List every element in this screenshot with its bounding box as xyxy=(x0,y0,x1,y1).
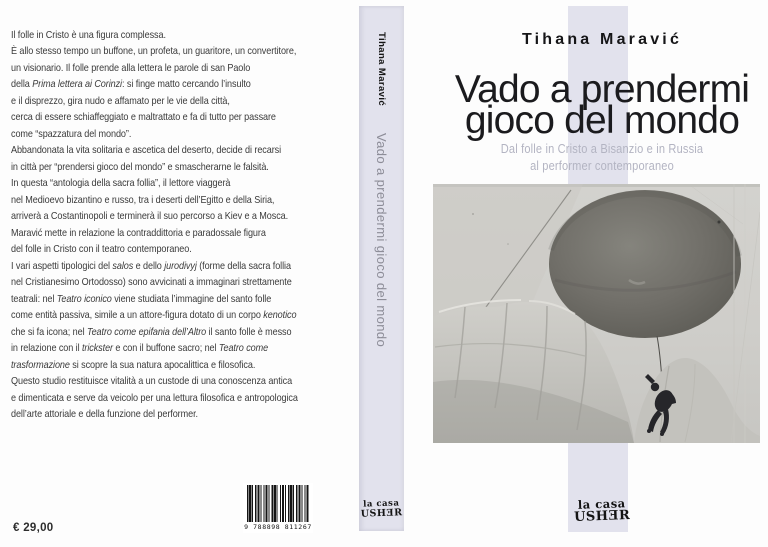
blurb-line: I vari aspetti tipologici del salos e dello jurodivyj (forme della sacra follia xyxy=(11,259,291,272)
publisher-logo-line1: la casa xyxy=(577,496,626,512)
publisher-logo xyxy=(432,492,768,530)
blurb-line: della Prima lettera ai Corinzi: si finge matto cercando l’insulto xyxy=(11,78,251,90)
blurb-line: Il folle in Cristo è una figura complessa. xyxy=(11,28,166,41)
blurb-line: che si fa icona; nel Teatro come epifania dell’Altro il santo folle è messo xyxy=(11,325,292,338)
front-cover xyxy=(404,0,768,547)
blurb-line: del folle in Cristo con il teatro contemporaneo. xyxy=(11,243,192,255)
spine xyxy=(359,6,404,531)
blurb-line: come “spazzatura del mondo”. xyxy=(11,127,132,140)
blurb-line: Abbandonata la vita solitaria e ascetica del deserto, decide di recarsi xyxy=(11,144,282,156)
blurb-line: dell’arte attoriale e della funzione del performer. xyxy=(11,408,198,420)
barcode xyxy=(243,483,313,533)
blurb-line: trasformazione si scopre la sua natura apocalittica e filosofica. xyxy=(11,358,256,371)
cover-title xyxy=(432,68,768,142)
blurb-line: nel Cristianesimo Ortodosso) sono avvicinati a immaginari strettamente xyxy=(11,276,292,288)
blurb-line: In questa “antologia della sacra follia”, il lettore viaggerà xyxy=(11,177,231,189)
blurb-line: come entità passiva, simile a un attore-figura dotato di un corpo kenotico xyxy=(11,309,297,321)
blurb-line: in relazione con il trickster e con il buffone sacro; nel Teatro come xyxy=(11,342,269,354)
blurb-line: nel Medioevo bizantino e russo, tra i deserti dell’Egitto e della Siria, xyxy=(11,193,275,206)
cover-title-line1: Vado a prendermi xyxy=(454,68,750,111)
blurb-line: teatrali: nel Teatro iconico viene studiata l’immagine del santo folle xyxy=(11,292,272,305)
blurb-line: in città per “prendersi gioco del mondo” e smascherarne le falsità. xyxy=(11,160,269,173)
barcode-bars-icon xyxy=(247,485,309,522)
spine-author: Tihana Maravić xyxy=(376,32,387,107)
cover-subtitle-line2: al performer contemporaneo xyxy=(530,157,674,173)
spine-title: Vado a prendermi gioco del mondo xyxy=(374,133,389,348)
publisher-logo-line1: la casa xyxy=(363,498,400,510)
blurb-line: arriverà a Costantinopoli e terminerà il suo percorso a Kiev e a Mosca. xyxy=(11,210,289,222)
blurb-line: e il disprezzo, gira nudo e affamato per le vie della città, xyxy=(11,94,230,107)
publisher-logo xyxy=(359,499,405,519)
blurb xyxy=(11,27,359,423)
publisher-logo-line2: USHƎR xyxy=(573,508,631,526)
price-label: € 29,00 xyxy=(13,522,54,534)
blurb-line: e dimenticata e serve da veicolo per una lettura filosofica e antropologica xyxy=(11,391,298,404)
cover-subtitle-line1: Dal folle in Cristo a Bisanzio e in Russia xyxy=(500,141,704,156)
publisher-logo-line2: USHƎR xyxy=(360,507,403,520)
cover-subtitle xyxy=(458,141,747,174)
balloon xyxy=(549,190,741,338)
blurb-line: È allo stesso tempo un buffone, un profeta, un guaritore, un convertitore, xyxy=(11,45,297,57)
blurb-line: un visionario. Il folle prende alla lettera le parole di san Paolo xyxy=(11,61,251,74)
cover-author: Tihana Maravić xyxy=(521,31,683,48)
blurb-line: cerca di essere schiaffeggiato e maltrattato e fa di tutto per passare xyxy=(11,111,276,123)
blurb-line: Maravić mette in relazione la contraddittoria e paradossale figura xyxy=(11,226,266,239)
blurb-line: Questo studio restituisce vitalità a un custode di una conoscenza antica xyxy=(11,375,293,387)
barcode-number: 9 788898 811267 xyxy=(244,523,312,531)
cover-title-line2: gioco del mondo xyxy=(464,99,740,142)
cover-photo-illustration xyxy=(433,184,760,443)
